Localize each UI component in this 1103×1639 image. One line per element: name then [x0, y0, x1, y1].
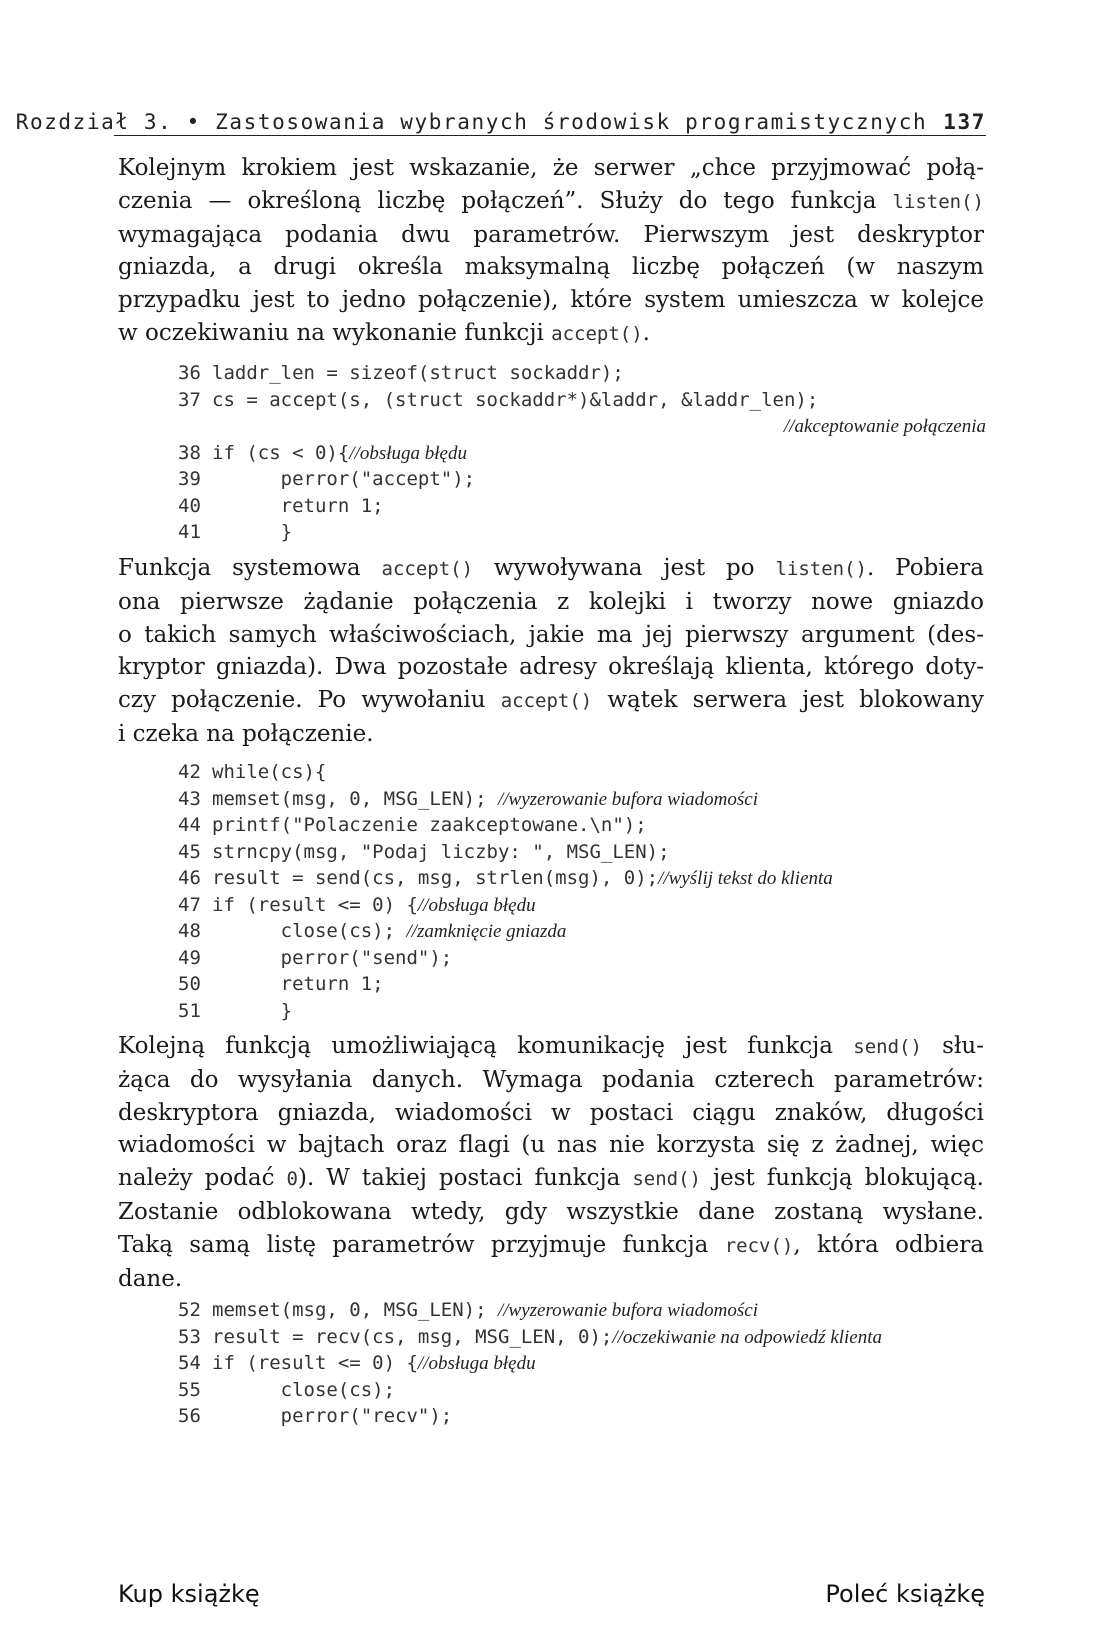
- code-line: [178, 971, 986, 998]
- text-line: [118, 317, 984, 351]
- text-line: [118, 684, 984, 718]
- text-line: [118, 619, 984, 652]
- line-number: 42: [178, 761, 201, 783]
- code-comment: //wyślij tekst do klienta: [658, 868, 833, 889]
- line-number: 46: [178, 867, 201, 889]
- code-text: result = recv(cs, msg, MSG_LEN, 0);: [212, 1325, 613, 1348]
- code-comment: //obsługa błędu: [349, 442, 467, 464]
- code-line: [178, 1350, 986, 1377]
- text-run: wiadomości w bajtach oraz flagi (u nas nie korzysta się z żadnej, więc: [118, 1132, 984, 1159]
- text-run: Kolejnym krokiem jest wskazanie, że serwer „chce przyjmować połą-: [118, 155, 984, 181]
- code-text: return 1;: [212, 973, 384, 995]
- paragraph-send: [118, 1030, 984, 1295]
- text-run: żąca do wysyłania danych. Wymaga podania czterech parametrów:: [118, 1066, 984, 1093]
- code-text: }: [212, 999, 293, 1022]
- code-comment: //oczekiwanie na odpowiedź klienta: [612, 1326, 883, 1348]
- code-line: [178, 812, 986, 839]
- line-number: 39: [178, 468, 201, 490]
- inline-code: accept(): [381, 558, 474, 580]
- code-text: if (result <= 0) {: [212, 893, 418, 916]
- text-run: o takich samych właściwościach, jakie ma jej pierwszy argument (des-: [118, 621, 984, 648]
- code-line: [178, 1324, 986, 1351]
- code-line: [178, 945, 986, 972]
- inline-code: recv(): [724, 1234, 794, 1257]
- text-line: [118, 152, 984, 185]
- text-run: .: [642, 319, 650, 346]
- text-run: jest funkcją blokującą.: [700, 1165, 984, 1192]
- text-line: [118, 718, 984, 751]
- code-text: result = send(cs, msg, strlen(msg), 0);: [212, 867, 659, 889]
- inline-code: listen(): [775, 558, 867, 580]
- code-text: close(cs);: [212, 920, 407, 942]
- text-line: [118, 251, 984, 284]
- text-run: Taką samą listę parametrów przyjmuje funkcja: [118, 1231, 725, 1258]
- line-number: 51: [178, 999, 201, 1022]
- line-number: 49: [178, 946, 201, 969]
- code-comment: //wyzerowanie bufora wiadomości: [497, 788, 759, 810]
- code-text: perror("recv");: [212, 1405, 453, 1427]
- paragraph-accept: [118, 552, 984, 751]
- code-listing-send: [178, 759, 986, 1024]
- code-text: printf("Polaczenie zaakceptowane.\n");: [212, 814, 647, 836]
- code-line: [178, 865, 986, 892]
- line-number: 52: [178, 1299, 201, 1321]
- text-run: słu-: [921, 1033, 984, 1059]
- inline-code: send(): [853, 1036, 922, 1058]
- line-number: 37: [178, 388, 201, 411]
- code-line: [178, 839, 986, 866]
- text-run: przypadku jest to jedno połączenie), które system umieszcza w kolejce: [118, 287, 984, 314]
- code-comment: //obsługa błędu: [417, 894, 536, 916]
- code-line: [178, 1297, 986, 1324]
- inline-code: 0: [286, 1168, 298, 1191]
- text-run: czy połączenie. Po wywołaniu: [118, 687, 501, 714]
- code-text: while(cs){: [212, 761, 327, 783]
- code-line: [178, 466, 986, 493]
- line-number: 48: [178, 920, 201, 942]
- text-run: Zostanie odblokowana wtedy, gdy wszystkie dane zostaną wysłane.: [118, 1198, 984, 1225]
- text-run: deskryptora gniazda, wiadomości w postaci ciągu znaków, długości: [118, 1099, 984, 1126]
- code-line: [178, 387, 986, 414]
- text-line: [118, 1229, 984, 1263]
- text-run: gniazda, a drugi określa maksymalną liczbę połączeń (w naszym: [118, 254, 984, 281]
- code-line: [178, 360, 986, 387]
- code-line: [178, 440, 986, 467]
- text-run: , która odbiera: [793, 1231, 984, 1258]
- line-number: 40: [178, 494, 201, 517]
- code-text: }: [212, 521, 293, 543]
- code-line: [178, 892, 986, 919]
- running-header: [15, 100, 986, 134]
- code-line: [178, 998, 986, 1025]
- text-line: [118, 586, 984, 619]
- text-line: [118, 219, 984, 252]
- text-run: kryptor gniazda). Dwa pozostałe adresy określają klienta, którego doty-: [118, 654, 984, 681]
- line-number: 36: [178, 362, 201, 384]
- page-number: 137: [943, 110, 986, 134]
- text-line: [118, 1129, 984, 1162]
- line-number: 41: [178, 521, 201, 543]
- code-text: perror("accept");: [212, 468, 476, 490]
- inline-code: accept(): [500, 690, 593, 713]
- line-number: 50: [178, 973, 201, 995]
- text-run: i czeka na połączenie.: [118, 720, 374, 747]
- code-text: close(cs);: [212, 1378, 396, 1401]
- text-line: [118, 1064, 984, 1097]
- line-number: 53: [178, 1325, 201, 1348]
- text-line: [118, 1263, 984, 1296]
- text-line: [118, 552, 984, 586]
- code-listing-accept: [178, 360, 986, 546]
- code-line: [178, 786, 986, 813]
- code-text: cs = accept(s, (struct sockaddr*)&laddr, &laddr_len);: [212, 388, 819, 411]
- line-number: 43: [178, 787, 201, 810]
- code-line: [178, 413, 986, 440]
- code-line: [178, 1403, 986, 1430]
- text-run: ). W takiej postaci funkcja: [297, 1165, 633, 1192]
- text-run: . Pobiera: [867, 555, 984, 581]
- code-line: [178, 759, 986, 786]
- line-number: 44: [178, 814, 201, 836]
- text-run: należy podać: [118, 1165, 287, 1192]
- inline-code: accept(): [551, 322, 643, 345]
- text-line: [118, 651, 984, 684]
- inline-code: listen(): [892, 190, 984, 213]
- code-line: [178, 493, 986, 520]
- text-line: [118, 1196, 984, 1229]
- recommend-book-link[interactable]: Poleć książkę: [825, 1580, 985, 1608]
- text-run: wątek serwera jest blokowany: [592, 687, 984, 714]
- text-run: Funkcja systemowa: [118, 555, 382, 581]
- buy-book-link[interactable]: Kup książkę: [118, 1580, 260, 1608]
- text-line: [118, 1030, 984, 1064]
- code-comment: //wyzerowanie bufora wiadomości: [497, 1300, 759, 1321]
- code-text: return 1;: [212, 494, 384, 517]
- line-number: 54: [178, 1352, 201, 1374]
- code-comment: //zamknięcie gniazda: [406, 921, 567, 942]
- inline-code: send(): [632, 1168, 701, 1191]
- line-number: 38: [178, 441, 201, 464]
- code-text: if (result <= 0) {: [212, 1352, 418, 1374]
- code-line: [178, 918, 986, 945]
- line-number: 45: [178, 840, 201, 863]
- text-run: czenia — określoną liczbę połączeń”. Służy do tego funkcja: [118, 187, 893, 214]
- header-rule: [114, 135, 986, 136]
- text-run: wywoływana jest po: [473, 555, 776, 581]
- code-text: laddr_len = sizeof(struct sockaddr);: [212, 362, 624, 384]
- text-line: [118, 1097, 984, 1130]
- text-line: [118, 1162, 984, 1196]
- text-run: ona pierwsze żądanie połączenia z kolejki i tworzy nowe gniazdo: [118, 588, 984, 615]
- text-run: Kolejną funkcją umożliwiającą komunikację jest funkcja: [118, 1033, 854, 1059]
- code-line: [178, 519, 986, 546]
- code-text: perror("send");: [212, 946, 453, 969]
- paragraph-listen: [118, 152, 984, 351]
- line-number: 47: [178, 893, 201, 916]
- code-line: [178, 1377, 986, 1404]
- line-number: 56: [178, 1405, 201, 1427]
- code-comment: //akceptowanie połączenia: [783, 416, 986, 437]
- line-number: 55: [178, 1378, 201, 1401]
- code-listing-recv: [178, 1297, 986, 1430]
- text-line: [118, 185, 984, 219]
- text-run: w oczekiwaniu na wykonanie funkcji: [118, 319, 552, 346]
- text-run: wymagająca podania dwu parametrów. Pierwszym jest deskryptor: [118, 221, 984, 248]
- code-text: memset(msg, 0, MSG_LEN);: [212, 787, 498, 810]
- code-text: memset(msg, 0, MSG_LEN);: [212, 1299, 498, 1321]
- code-comment: //obsługa błędu: [417, 1353, 536, 1374]
- text-line: [118, 284, 984, 317]
- chapter-title: Rozdział 3. • Zastosowania wybranych środowisk programistycznych: [15, 110, 928, 134]
- text-run: dane.: [118, 1265, 183, 1292]
- code-text: strncpy(msg, "Podaj liczby: ", MSG_LEN);: [212, 840, 670, 863]
- code-text: if (cs < 0){: [212, 441, 350, 464]
